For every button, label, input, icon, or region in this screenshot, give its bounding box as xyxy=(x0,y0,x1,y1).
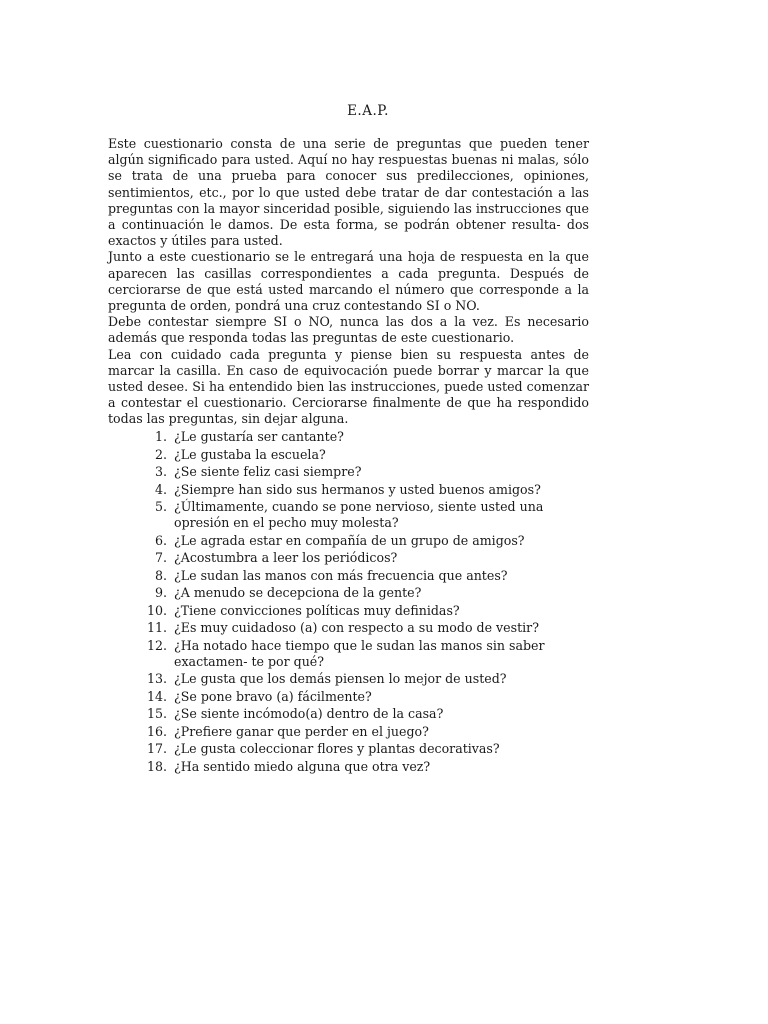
question-number: 2. xyxy=(154,446,167,462)
question-item xyxy=(108,499,589,531)
question-item xyxy=(108,671,589,687)
question-number: 15. xyxy=(146,706,167,722)
question-text: ¿Se siente feliz casi siempre? xyxy=(174,464,362,479)
instructions-paragraph: Debe contestar siempre SI o NO, nunca las dos a la vez. Es necesario además que responda todas las preguntas de este cuestionario. xyxy=(108,314,589,346)
question-number: 8. xyxy=(154,567,167,583)
question-item xyxy=(108,638,589,670)
question-text: ¿Últimamente, cuando se pone nervioso, siente usted una opresión en el pecho muy molesta? xyxy=(174,499,544,531)
question-number: 16. xyxy=(146,723,167,739)
instructions-paragraph: Junto a este cuestionario se le entregará una hoja de respuesta en la que aparecen las casillas correspondientes a cada pregunta. Después de cerciorarse de que está usted marcando el número que corresponde a la pregunta de orden, pondrá una cruz contestando SI o NO. xyxy=(108,249,589,314)
question-number: 6. xyxy=(154,532,167,548)
question-item xyxy=(108,568,589,584)
instructions-paragraph: Este cuestionario consta de una serie de preguntas que pueden tener algún significado para usted. Aquí no hay respuestas buenas ni malas, sólo se trata de una prueba para conocer sus predilecciones, opiniones, sentimientos, etc., por lo que usted debe tratar de dar contestación a las preguntas con la mayor sinceridad posible, siguiendo las instrucciones que a continuación le damos. De esta forma, se podrán obtener resulta- dos exactos y útiles para usted. xyxy=(108,136,589,249)
question-text: ¿Le agrada estar en compañía de un grupo de amigos? xyxy=(174,532,525,548)
question-text: ¿A menudo se decepciona de la gente? xyxy=(174,585,422,601)
question-number: 11. xyxy=(146,620,167,636)
question-number: 9. xyxy=(154,585,167,601)
question-item xyxy=(108,585,589,601)
question-number: 5. xyxy=(154,499,167,514)
question-number: 3. xyxy=(154,464,167,479)
question-item xyxy=(108,550,589,566)
question-text: ¿Ha notado hace tiempo que le sudan las manos sin saber exactamen- te por qué? xyxy=(174,637,545,669)
question-text: ¿Le gusta coleccionar flores y plantas decorativas? xyxy=(174,741,500,757)
instructions-paragraph: Lea con cuidado cada pregunta y piense bien su respuesta antes de marcar la casilla. En caso de equivocación puede borrar y marcar la que usted desee. Si ha entendido bien las instrucciones, puede usted comenzar a contestar el cuestionario. Cerciorarse finalmente de que ha respondido todas las preguntas, sin dejar alguna. xyxy=(108,346,589,427)
instructions-block xyxy=(108,136,589,428)
question-number: 13. xyxy=(146,671,167,687)
question-item xyxy=(108,724,589,740)
question-text: ¿Se pone bravo (a) fácilmente? xyxy=(174,688,372,704)
question-text: ¿Le gusta que los demás piensen lo mejor de usted? xyxy=(174,671,507,687)
question-list xyxy=(108,429,589,776)
question-number: 18. xyxy=(146,758,167,774)
document-title: E.A.P. xyxy=(347,103,389,119)
question-item xyxy=(108,603,589,619)
question-text: ¿Prefiere ganar que perder en el juego? xyxy=(174,723,429,739)
question-number: 1. xyxy=(154,429,167,444)
question-text: ¿Acostumbra a leer los periódicos? xyxy=(174,550,398,566)
question-item xyxy=(108,741,589,757)
question-item xyxy=(108,533,589,549)
question-number: 4. xyxy=(154,481,167,497)
question-number: 7. xyxy=(154,550,167,566)
question-item xyxy=(108,464,589,480)
question-item xyxy=(108,689,589,705)
question-text: ¿Le gustaba la escuela? xyxy=(174,446,326,462)
question-item xyxy=(108,429,589,445)
question-text: ¿Ha sentido miedo alguna que otra vez? xyxy=(174,758,431,774)
question-item xyxy=(108,620,589,636)
question-text: ¿Se siente incómodo(a) dentro de la casa? xyxy=(174,706,444,722)
question-text: ¿Le gustaría ser cantante? xyxy=(174,429,344,444)
question-number: 17. xyxy=(146,741,167,757)
question-text: ¿Siempre han sido sus hermanos y usted buenos amigos? xyxy=(174,481,541,497)
question-item xyxy=(108,447,589,463)
question-item xyxy=(108,482,589,498)
question-text: ¿Es muy cuidadoso (a) con respecto a su modo de vestir? xyxy=(174,620,539,636)
question-text: ¿Le sudan las manos con más frecuencia que antes? xyxy=(174,567,508,583)
question-item xyxy=(108,759,589,775)
question-item xyxy=(108,706,589,722)
question-number: 10. xyxy=(146,602,167,618)
question-text: ¿Tiene convicciones políticas muy definidas? xyxy=(174,602,460,618)
question-number: 14. xyxy=(146,688,167,704)
question-number: 12. xyxy=(146,637,167,653)
